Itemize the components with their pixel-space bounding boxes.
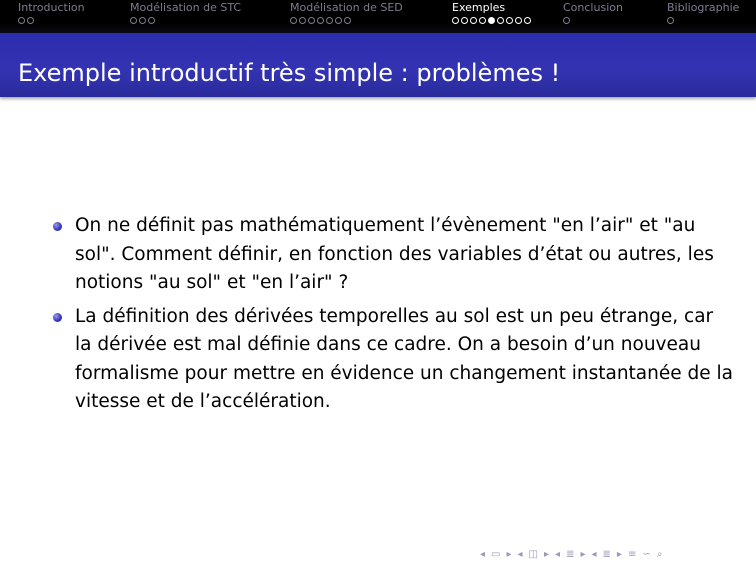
frame-title-bar — [0, 33, 756, 97]
nav-slide-dot[interactable] — [335, 17, 342, 24]
nav-slide-dot[interactable] — [563, 17, 570, 24]
nav-dots-bibliographie — [667, 17, 674, 24]
nav-slide-dot[interactable] — [344, 17, 351, 24]
subsection-prev-icon[interactable]: ◂ — [517, 549, 523, 560]
nav-dots-modelisation-sed — [290, 17, 351, 24]
bullet-text: On ne définit pas mathématiquement l’évènement "en l’air" et "au sol". Comment définir, en fonction des variables d’état ou autres, les notions "au sol" et "en l’air" ? — [75, 215, 714, 293]
subsection2-prev-icon[interactable]: ◂ — [591, 549, 597, 560]
nav-slide-dot[interactable] — [497, 17, 504, 24]
nav-slide-dot[interactable] — [506, 17, 513, 24]
beamer-navigation-controls — [480, 548, 750, 562]
subsection-icon[interactable]: ◫ — [528, 549, 538, 560]
nav-dots-exemples — [452, 17, 531, 24]
nav-section-bibliographie[interactable]: Bibliographie — [667, 1, 740, 14]
slide-title: Exemple introductif très simple : problèmes ! — [18, 59, 561, 87]
zoom-icon[interactable]: ⌕ — [656, 549, 663, 560]
section-icon[interactable]: ≣ — [566, 549, 575, 560]
navigation-bar — [0, 0, 756, 33]
bullet-item — [53, 303, 733, 417]
nav-slide-dot[interactable] — [452, 17, 459, 24]
nav-dots-conclusion — [563, 17, 570, 24]
nav-section-modelisation-sed[interactable]: Modélisation de SED — [290, 1, 403, 14]
toc-icon[interactable]: ≡ — [627, 549, 637, 560]
frame-prev-icon[interactable]: ◂ — [480, 549, 486, 560]
bullet-text: La définition des dérivées temporelles au sol est un peu étrange, car la dérivée est mal définie dans ce cadre. On a besoin d’un nouveau formalisme pour mettre en évidence un changement instantanée de la vitesse et de l’accélération. — [75, 305, 733, 412]
nav-slide-dot[interactable] — [290, 17, 297, 24]
nav-slide-dot[interactable] — [667, 17, 674, 24]
nav-section-exemples[interactable]: Exemples — [452, 1, 506, 14]
subsection2-icon[interactable]: ≣ — [602, 549, 611, 560]
slide-content — [53, 212, 733, 422]
nav-slide-dot[interactable] — [326, 17, 333, 24]
nav-slide-dot[interactable] — [299, 17, 306, 24]
frame-next-icon[interactable]: ▸ — [506, 549, 512, 560]
nav-dots-modelisation-stc — [130, 17, 155, 24]
nav-slide-dot[interactable] — [130, 17, 137, 24]
nav-slide-dot[interactable] — [27, 17, 34, 24]
nav-slide-dot[interactable] — [317, 17, 324, 24]
nav-slide-dot[interactable] — [308, 17, 315, 24]
nav-section-introduction[interactable]: Introduction — [18, 1, 85, 14]
nav-slide-dot[interactable] — [470, 17, 477, 24]
nav-slide-dot[interactable] — [461, 17, 468, 24]
section-next-icon[interactable]: ▸ — [580, 549, 586, 560]
nav-slide-dot[interactable] — [148, 17, 155, 24]
nav-slide-dot[interactable] — [488, 17, 495, 24]
nav-slide-dot[interactable] — [139, 17, 146, 24]
nav-dots-introduction — [18, 17, 34, 24]
search-icon[interactable]: ∽ — [642, 549, 651, 560]
nav-slide-dot[interactable] — [479, 17, 486, 24]
bullet-item — [53, 212, 733, 298]
subsection-next-icon[interactable]: ▸ — [544, 549, 550, 560]
nav-slide-dot[interactable] — [524, 17, 531, 24]
frame-icon[interactable]: ▭ — [491, 549, 501, 560]
section-prev-icon[interactable]: ◂ — [555, 549, 561, 560]
subsection2-next-icon[interactable]: ▸ — [616, 549, 622, 560]
nav-slide-dot[interactable] — [18, 17, 25, 24]
bullet-ball-icon — [53, 313, 62, 322]
nav-slide-dot[interactable] — [515, 17, 522, 24]
bullet-ball-icon — [53, 222, 62, 231]
nav-section-conclusion[interactable]: Conclusion — [563, 1, 623, 14]
nav-section-modelisation-stc[interactable]: Modélisation de STC — [130, 1, 242, 14]
